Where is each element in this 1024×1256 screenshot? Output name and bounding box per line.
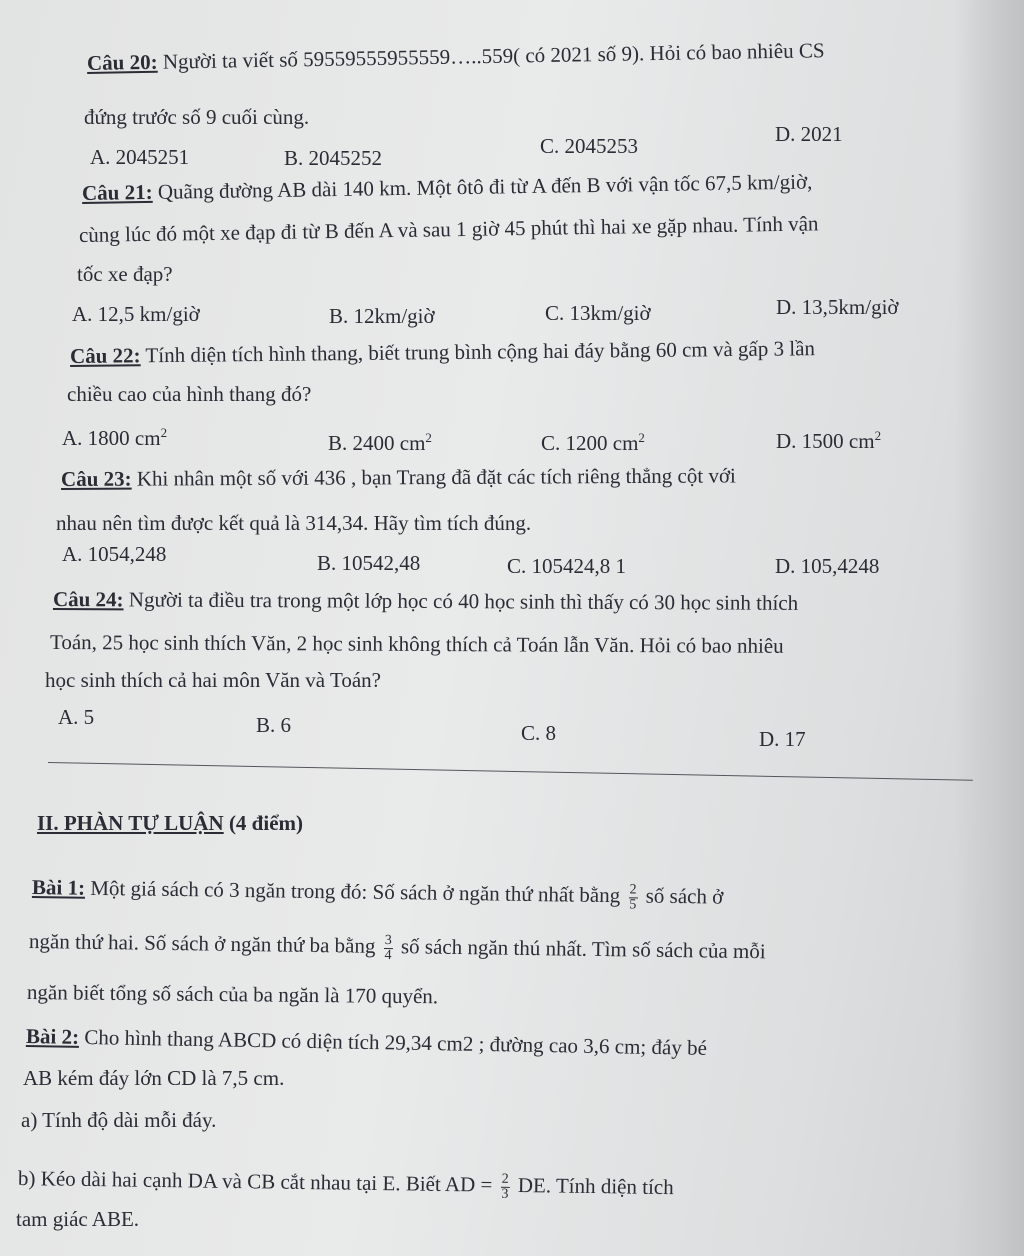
q22-option-b-text: B. 2400 cm	[328, 431, 426, 455]
q22-option-d	[776, 423, 881, 454]
q23-option-a: A. 1054,248	[62, 542, 167, 566]
bai2-text-1: Cho hình thang ABCD có diện tích 29,34 cm2 ; đường cao 3,6 cm; đáy bé	[84, 1025, 708, 1060]
bai1-text-1a: Một giá sách có 3 ngăn trong đó: Số sách ở ngăn thứ nhất bằng	[90, 875, 621, 908]
q24-option-b: B. 6	[256, 713, 292, 737]
q23-option-c: C. 105424,8 1	[507, 554, 627, 578]
bai2-text-4a: b) Kéo dài hai cạnh DA và CB cắt nhau tại E. Biết AD =	[17, 1166, 493, 1197]
bai2-fraction	[500, 1172, 509, 1201]
q20-option-b: B. 2045252	[284, 146, 383, 170]
bai2-text-4b: DE. Tính diện tích	[517, 1172, 674, 1200]
q22-option-b-exp: 2	[425, 430, 432, 445]
q21-option-a: A. 12,5 km/giờ	[72, 302, 200, 326]
q23-option-d: D. 105,4248	[775, 554, 880, 578]
bai1-frac1-numerator: 2	[629, 882, 637, 898]
q20-line2: đứng trước số 9 cuối cùng.	[84, 105, 310, 129]
bai2-frac-denominator: 3	[501, 1186, 509, 1202]
q21-label: Câu 21:	[81, 179, 153, 205]
bai1-frac2-numerator: 3	[384, 932, 392, 948]
q24-option-c: C. 8	[521, 721, 557, 745]
q24-label: Câu 24:	[52, 587, 124, 612]
bai1-fraction-1	[628, 883, 637, 912]
q20-option-c: C. 2045253	[540, 134, 639, 158]
q21-option-c: C. 13km/giờ	[545, 301, 651, 325]
q21-option-b: B. 12km/giờ	[329, 304, 435, 328]
bai2-line3: a) Tính độ dài mỗi đáy.	[21, 1108, 217, 1132]
q21-line3: tốc xe đạp?	[77, 262, 173, 286]
bai2-line4	[18, 1165, 674, 1204]
q22-line2: chiều cao của hình thang đó?	[67, 382, 312, 406]
q21-text-1: Quãng đường AB dài 140 km. Một ôtô đi từ A đến B với vận tốc 67,5 km/giờ,	[157, 169, 813, 204]
q23-line2: nhau nên tìm được kết quả là 314,34. Hãy tìm tích đúng.	[56, 511, 532, 535]
bai2-label: Bài 2:	[25, 1024, 80, 1049]
q22-option-a	[62, 420, 167, 451]
q22-label: Câu 22:	[69, 343, 141, 368]
bai1-frac2-denominator: 4	[384, 947, 392, 963]
q21-line1	[82, 169, 813, 206]
q24-line3: học sinh thích cả hai môn Văn và Toán?	[45, 668, 381, 692]
section2-title: II. PHÀN TỰ LUẬN	[37, 811, 224, 835]
section-divider	[48, 762, 973, 781]
bai2-line1	[26, 1023, 707, 1061]
q22-option-c	[541, 425, 645, 456]
q20-text-1: Người ta viết số 59559555955559…..559( có 2021 số 9). Hỏi có bao nhiêu CS	[162, 38, 825, 74]
q23-text-1: Khi nhân một số với 436 , bạn Trang đã đặt các tích riêng thẳng cột với	[136, 463, 736, 491]
q20-option-d: D. 2021	[775, 122, 843, 146]
q23-label: Câu 23:	[60, 466, 132, 491]
bai1-line2	[29, 928, 766, 968]
bai1-frac1-denominator: 5	[629, 897, 637, 913]
bai1-text-1b: số sách ở	[645, 883, 724, 909]
q24-line2: Toán, 25 học sinh thích Văn, 2 học sinh không thích cả Toán lẫn Văn. Hỏi có bao nhiêu	[49, 630, 784, 658]
q20-option-a: A. 2045251	[90, 145, 190, 169]
q24-text-1: Người ta điều tra trong một lớp học có 40 học sinh thì thấy có 30 học sinh thích	[128, 587, 799, 615]
q22-option-d-exp: 2	[874, 428, 882, 443]
bai1-line1	[32, 874, 724, 913]
q24-option-a: A. 5	[58, 705, 95, 729]
section2-heading	[37, 810, 303, 836]
q24-option-d: D. 17	[759, 727, 806, 751]
bai1-fraction-2	[383, 934, 392, 963]
q22-option-b	[328, 425, 432, 456]
q21-option-d: D. 13,5km/giờ	[776, 295, 899, 319]
bai1-label: Bài 1:	[31, 875, 86, 900]
bai1-line3: ngăn biết tổng số sách của ba ngăn là 170 quyển.	[26, 980, 439, 1009]
q20-label: Câu 20:	[86, 49, 158, 75]
section2-points: (4 điểm)	[228, 811, 304, 835]
q22-option-c-text: C. 1200 cm	[541, 431, 639, 455]
q22-option-a-exp: 2	[160, 425, 168, 440]
q22-option-c-exp: 2	[638, 430, 645, 445]
q22-line1	[70, 335, 815, 369]
bai1-text-2a: ngăn thứ hai. Số sách ở ngăn thứ ba bằng	[28, 929, 376, 958]
page-shadow-edge	[954, 0, 1024, 1256]
q22-text-1: Tính diện tích hình thang, biết trung bình cộng hai đáy bằng 60 cm và gấp 3 lần	[145, 336, 816, 368]
q21-line2: cùng lúc đó một xe đạp đi từ B đến A và sau 1 giờ 45 phút thì hai xe gặp nhau. Tính vận	[78, 211, 819, 247]
q22-option-d-text: D. 1500 cm	[776, 429, 875, 453]
q23-option-b: B. 10542,48	[317, 551, 421, 575]
bai2-line5: tam giác ABE.	[16, 1207, 140, 1231]
bai2-line2: AB kém đáy lớn CD là 7,5 cm.	[23, 1066, 285, 1090]
bai2-frac-numerator: 2	[501, 1171, 509, 1187]
bai1-text-2b: số sách ngăn thú nhất. Tìm số sách của mỗi	[400, 934, 766, 964]
q23-line1	[61, 462, 736, 492]
q22-option-a-text: A. 1800 cm	[62, 426, 161, 450]
q20-line1	[87, 37, 825, 76]
q24-line1	[53, 586, 798, 616]
